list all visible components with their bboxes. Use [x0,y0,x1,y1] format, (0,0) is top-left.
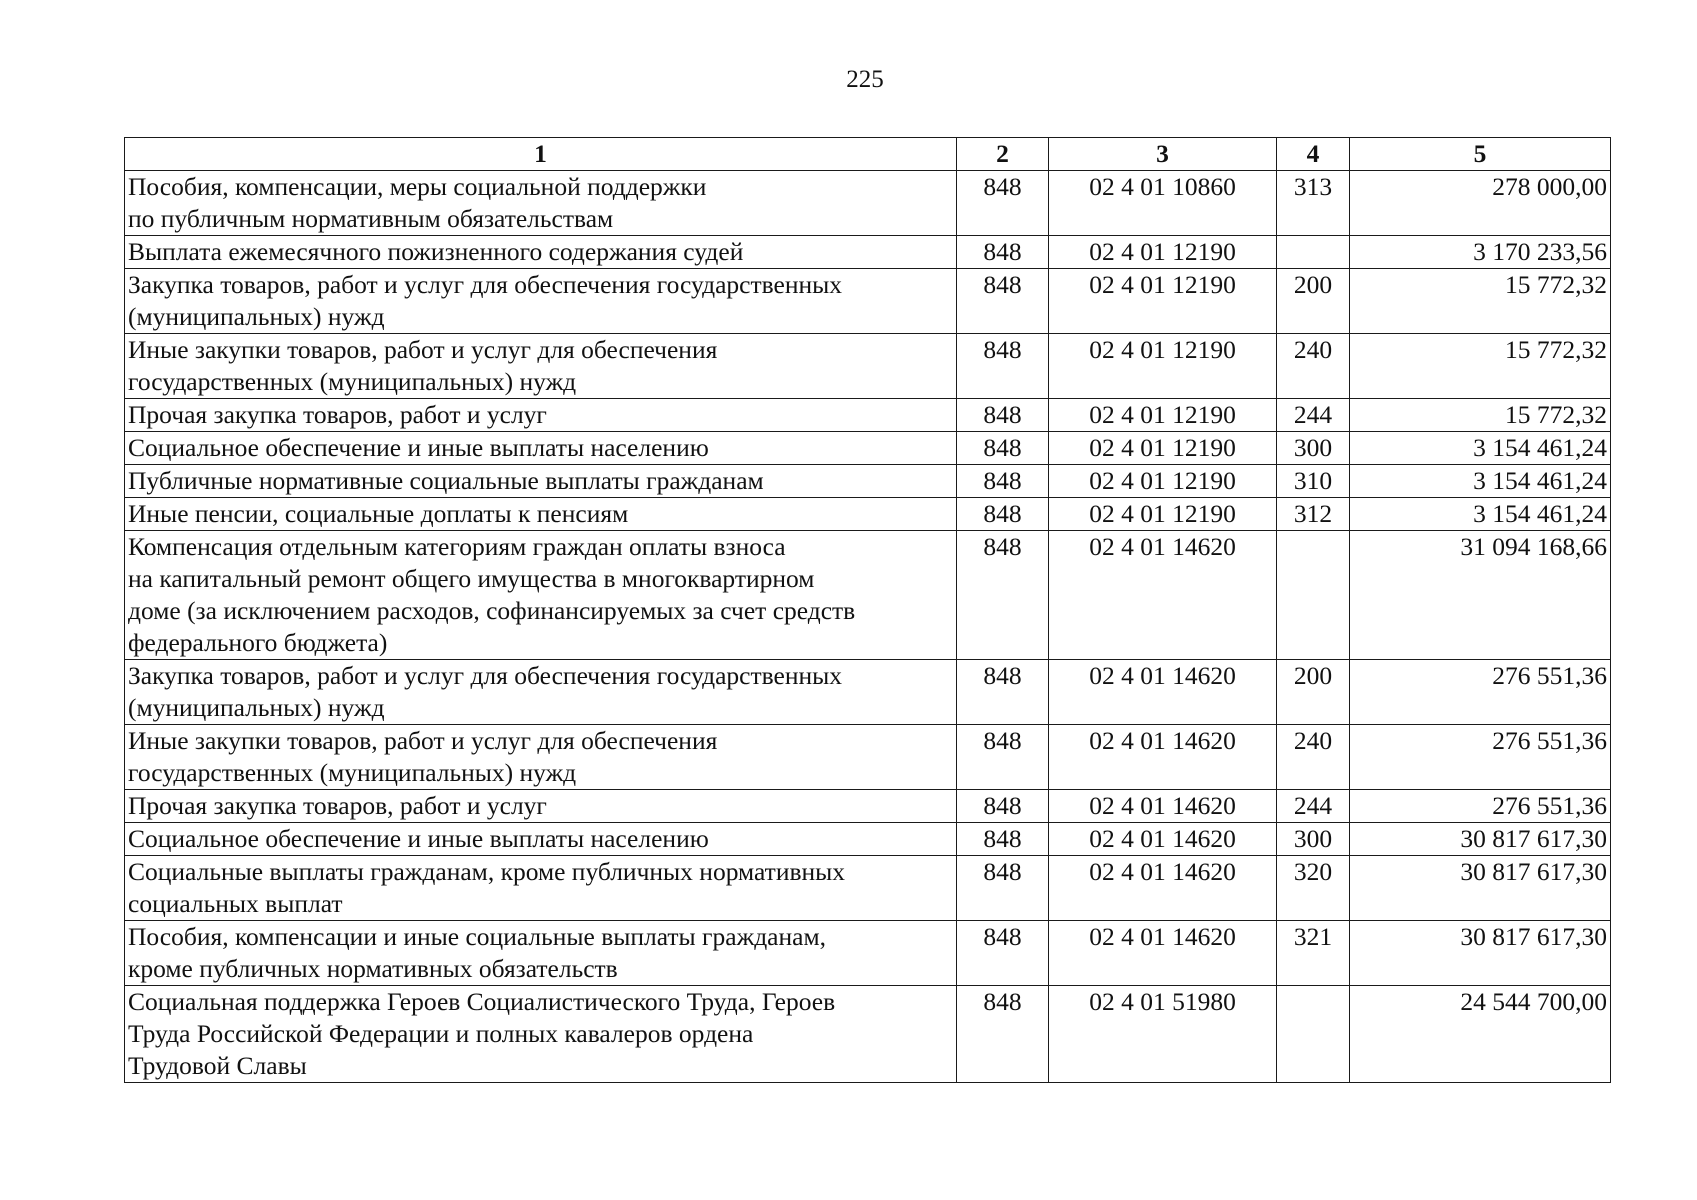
row-expense-type-cell [1277,790,1350,823]
cell-text-line: 848 [983,922,1022,951]
cell-text-line: 02 4 01 14620 [1089,791,1236,820]
cell-text-line: кроме публичных нормативных обязательств [128,954,618,983]
row-name-cell [125,236,957,269]
cell-text-line: 848 [983,172,1022,201]
cell-text-line: социальных выплат [128,889,343,918]
cell-text-line: 848 [983,499,1022,528]
row-expense-type-cell [1277,171,1350,236]
cell-text-line: Социальные выплаты гражданам, кроме публичных нормативных [128,857,846,886]
row-name-cell [125,171,957,236]
row-expense-type-cell [1277,823,1350,856]
table-row [125,856,1611,921]
row-amount-cell [1350,171,1611,236]
cell-text-line: Иные закупки товаров, работ и услуг для обеспечения [128,726,718,755]
row-expense-type-cell [1277,432,1350,465]
cell-text-line: 02 4 01 10860 [1089,172,1236,201]
cell-text-line: 848 [983,857,1022,886]
table-row [125,531,1611,660]
row-amount-cell [1350,269,1611,334]
row-department-code-cell [957,432,1049,465]
cell-text-line: Трудовой Славы [128,1051,307,1080]
cell-text-line: 15 772,32 [1505,270,1607,299]
cell-text-line: 848 [983,270,1022,299]
row-department-code-cell [957,498,1049,531]
cell-text-line: Закупка товаров, работ и услуг для обеспечения государственных [128,661,843,690]
cell-text-line: Компенсация отдельным категориям граждан оплаты взноса [128,532,786,561]
cell-text-line: 3 154 461,24 [1473,433,1607,462]
cell-text-line: 3 154 461,24 [1473,499,1607,528]
budget-table [124,137,1611,1083]
row-name-cell [125,399,957,432]
cell-text-line: 310 [1293,466,1333,495]
cell-text-line: 848 [983,433,1022,462]
row-amount-cell [1350,465,1611,498]
cell-text-line: 313 [1293,172,1333,201]
cell-text-line: 300 [1293,824,1333,853]
row-expense-type-cell [1277,725,1350,790]
cell-text-line: Прочая закупка товаров, работ и услуг [128,400,547,429]
table-row [125,823,1611,856]
cell-text-line: 240 [1293,726,1333,755]
row-department-code-cell [957,269,1049,334]
cell-text-line: 848 [983,661,1022,690]
cell-text-line: 848 [983,335,1022,364]
row-expense-type-cell [1277,465,1350,498]
row-expense-type-cell [1277,399,1350,432]
cell-text-line: Иные закупки товаров, работ и услуг для обеспечения [128,335,718,364]
cell-text-line: 02 4 01 12190 [1089,499,1236,528]
row-name-cell [125,986,957,1083]
cell-text-line: 848 [983,987,1022,1016]
cell-text-line: Пособия, компенсации, меры социальной поддержки [128,172,707,201]
cell-text-line: Социальное обеспечение и иные выплаты населению [128,433,709,462]
table-body [125,171,1611,1083]
cell-text-line: 02 4 01 14620 [1089,532,1236,561]
row-amount-cell [1350,660,1611,725]
cell-text-line: 30 817 617,30 [1460,922,1607,951]
row-name-cell [125,269,957,334]
row-department-code-cell [957,236,1049,269]
cell-text-line: 02 4 01 12190 [1089,466,1236,495]
row-amount-cell [1350,236,1611,269]
cell-text-line: Социальная поддержка Героев Социалистического Труда, Героев [128,987,836,1016]
row-department-code-cell [957,660,1049,725]
cell-text-line: 200 [1293,661,1333,690]
row-name-cell [125,823,957,856]
row-name-cell [125,334,957,399]
row-department-code-cell [957,823,1049,856]
row-expense-type-cell [1277,531,1350,660]
column-header-3: 3 [1049,138,1277,171]
row-department-code-cell [957,399,1049,432]
row-expense-type-cell [1277,236,1350,269]
row-target-article-cell [1049,660,1277,725]
row-target-article-cell [1049,465,1277,498]
cell-text-line: 02 4 01 14620 [1089,726,1236,755]
cell-text-line: 24 544 700,00 [1460,987,1607,1016]
cell-text-line: Публичные нормативные социальные выплаты гражданам [128,466,764,495]
row-amount-cell [1350,823,1611,856]
row-expense-type-cell [1277,921,1350,986]
row-amount-cell [1350,498,1611,531]
cell-text-line: федерального бюджета) [128,628,388,657]
table-row [125,334,1611,399]
cell-text-line: 278 000,00 [1492,172,1607,201]
row-name-cell [125,856,957,921]
cell-text-line: 02 4 01 12190 [1089,335,1236,364]
row-department-code-cell [957,334,1049,399]
cell-text-line: (муниципальных) нужд [128,302,385,331]
row-name-cell [125,498,957,531]
table-row [125,171,1611,236]
cell-text-line: 276 551,36 [1492,661,1607,690]
row-target-article-cell [1049,432,1277,465]
row-target-article-cell [1049,269,1277,334]
cell-text-line: 321 [1293,922,1333,951]
cell-text-line: Труда Российской Федерации и полных кавалеров ордена [128,1019,754,1048]
table-row [125,465,1611,498]
column-header-4: 4 [1277,138,1350,171]
cell-text-line: 244 [1293,400,1333,429]
cell-text-line: государственных (муниципальных) нужд [128,367,577,396]
row-expense-type-cell [1277,269,1350,334]
cell-text-line: 02 4 01 14620 [1089,661,1236,690]
row-department-code-cell [957,725,1049,790]
cell-text-line: 200 [1293,270,1333,299]
row-expense-type-cell [1277,986,1350,1083]
cell-text-line: 02 4 01 14620 [1089,857,1236,886]
cell-text-line: 02 4 01 14620 [1089,824,1236,853]
row-amount-cell [1350,856,1611,921]
row-name-cell [125,660,957,725]
row-target-article-cell [1049,856,1277,921]
table-row [125,725,1611,790]
table-row [125,399,1611,432]
table-header-row [125,138,1611,171]
cell-text-line: 31 094 168,66 [1460,532,1607,561]
row-target-article-cell [1049,334,1277,399]
row-department-code-cell [957,921,1049,986]
cell-text-line: государственных (муниципальных) нужд [128,758,577,787]
row-target-article-cell [1049,921,1277,986]
cell-text-line: Иные пенсии, социальные доплаты к пенсиям [128,499,629,528]
row-department-code-cell [957,790,1049,823]
cell-text-line: 02 4 01 12190 [1089,237,1236,266]
row-amount-cell [1350,921,1611,986]
cell-text-line: 848 [983,466,1022,495]
table-row [125,432,1611,465]
row-target-article-cell [1049,790,1277,823]
row-amount-cell [1350,531,1611,660]
cell-text-line: 02 4 01 12190 [1089,270,1236,299]
row-amount-cell [1350,334,1611,399]
row-expense-type-cell [1277,334,1350,399]
cell-text-line: 02 4 01 12190 [1089,433,1236,462]
row-expense-type-cell [1277,498,1350,531]
row-expense-type-cell [1277,660,1350,725]
row-department-code-cell [957,171,1049,236]
cell-text-line: 320 [1293,857,1333,886]
row-target-article-cell [1049,531,1277,660]
cell-text-line: 30 817 617,30 [1460,824,1607,853]
column-header-5: 5 [1350,138,1611,171]
table-row [125,986,1611,1083]
page-number: 225 [846,66,884,93]
row-target-article-cell [1049,171,1277,236]
row-amount-cell [1350,432,1611,465]
row-name-cell [125,921,957,986]
table-row [125,660,1611,725]
row-target-article-cell [1049,399,1277,432]
cell-text-line: доме (за исключением расходов, софинансируемых за счет средств [128,596,856,625]
row-amount-cell [1350,399,1611,432]
cell-text-line: 15 772,32 [1505,400,1607,429]
row-target-article-cell [1049,725,1277,790]
cell-text-line: 240 [1293,335,1333,364]
cell-text-line: 276 551,36 [1492,791,1607,820]
row-name-cell [125,465,957,498]
cell-text-line: 848 [983,824,1022,853]
cell-text-line: Социальное обеспечение и иные выплаты населению [128,824,709,853]
cell-text-line: 244 [1293,791,1333,820]
cell-text-line: по публичным нормативным обязательствам [128,204,614,233]
row-department-code-cell [957,465,1049,498]
table-row [125,921,1611,986]
cell-text-line: 276 551,36 [1492,726,1607,755]
cell-text-line: (муниципальных) нужд [128,693,385,722]
cell-text-line: 848 [983,237,1022,266]
column-header-1: 1 [125,138,957,171]
cell-text-line: Выплата ежемесячного пожизненного содержания судей [128,237,744,266]
cell-text-line: 3 154 461,24 [1473,466,1607,495]
table-row [125,498,1611,531]
row-target-article-cell [1049,498,1277,531]
cell-text-line: 848 [983,726,1022,755]
table-row [125,269,1611,334]
row-target-article-cell [1049,236,1277,269]
row-expense-type-cell [1277,856,1350,921]
cell-text-line: 848 [983,400,1022,429]
row-department-code-cell [957,856,1049,921]
row-name-cell [125,531,957,660]
table-row [125,790,1611,823]
row-name-cell [125,432,957,465]
cell-text-line: 02 4 01 14620 [1089,922,1236,951]
row-department-code-cell [957,986,1049,1083]
row-amount-cell [1350,790,1611,823]
cell-text-line: 15 772,32 [1505,335,1607,364]
row-amount-cell [1350,986,1611,1083]
cell-text-line: 848 [983,532,1022,561]
row-amount-cell [1350,725,1611,790]
cell-text-line: 30 817 617,30 [1460,857,1607,886]
cell-text-line: 02 4 01 12190 [1089,400,1236,429]
cell-text-line: 3 170 233,56 [1473,237,1607,266]
column-header-2: 2 [957,138,1049,171]
row-target-article-cell [1049,823,1277,856]
cell-text-line: 300 [1293,433,1333,462]
row-name-cell [125,725,957,790]
cell-text-line: 848 [983,791,1022,820]
table-row [125,236,1611,269]
cell-text-line: Закупка товаров, работ и услуг для обеспечения государственных [128,270,843,299]
cell-text-line: на капитальный ремонт общего имущества в многоквартирном [128,564,815,593]
row-target-article-cell [1049,986,1277,1083]
cell-text-line: Пособия, компенсации и иные социальные выплаты гражданам, [128,922,826,951]
cell-text-line: 312 [1293,499,1333,528]
cell-text-line: Прочая закупка товаров, работ и услуг [128,791,547,820]
row-name-cell [125,790,957,823]
row-department-code-cell [957,531,1049,660]
cell-text-line: 02 4 01 51980 [1089,987,1236,1016]
